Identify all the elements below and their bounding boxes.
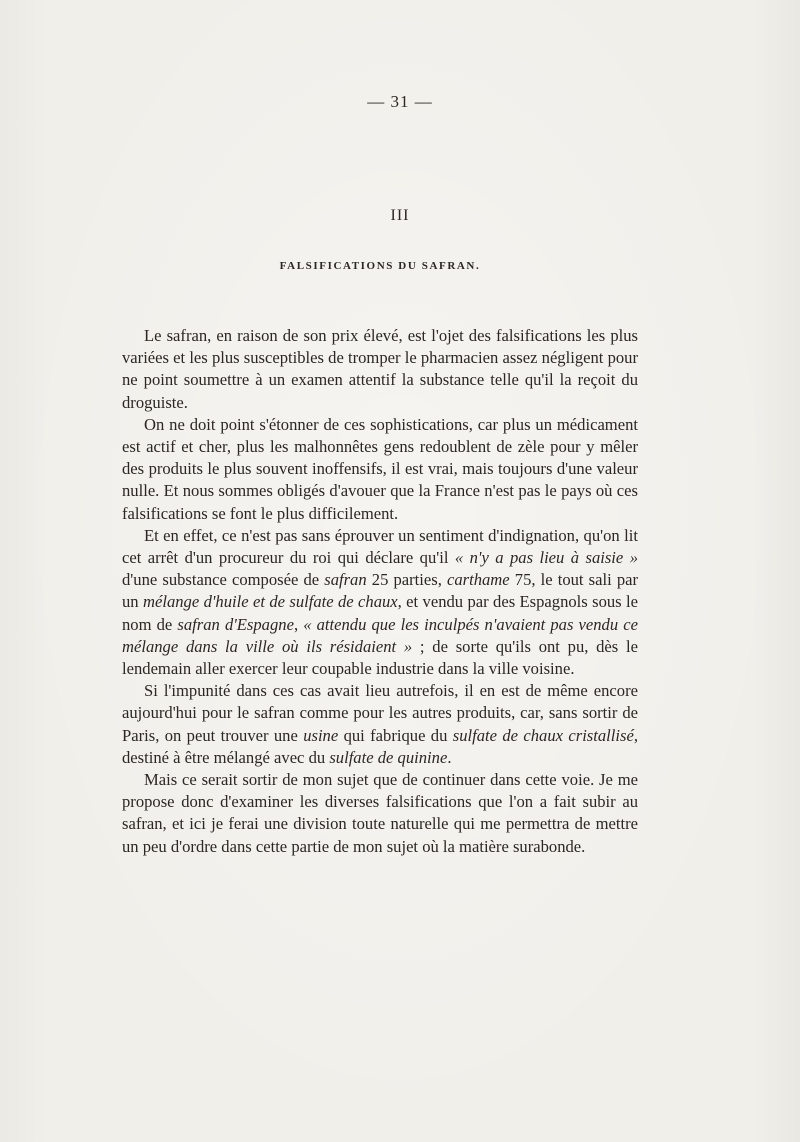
italic-text: usine [303,725,339,745]
text-segment: 75, le tout sali par un [122,570,639,612]
text-segment: 25 parties, [366,570,447,590]
chapter-title: FALSIFICATIONS DU SAFRAN. [279,260,481,272]
text-segment: On ne doit point s'étonner de ces sophistications, car plus un médicament est actif et cher, plus les malhonnêtes gens redoublent de zèle pour y mêler des produits le plus souvent inoffensifs, il est vrai, mais toujours d'une valeur nulle. Et nous sommes obligés d'avouer que la France n'est pas le pays où ces falsifications se font le plus difficilement. [122,414,638,523]
text-segment: qui fabrique du [338,725,453,745]
italic-text: « n'y a pas lieu à saisie » [454,548,639,568]
italic-text: safran d'Espagne [177,614,294,634]
text-segment: Si l'impunité dans ces cas avait lieu autrefois, il en est de même encore aujourd'hui pour le safran comme pour les autres produits, car, sans sortir de Paris, on peut trouver une [122,681,638,745]
text-segment: , destiné à être mélangé avec du [122,725,638,767]
italic-text: « attendu que les inculpés n'avaient pas vendu ce mélange dans la ville où ils résidaient » [122,614,638,656]
italic-text: carthame [446,570,510,590]
text-segment: Et en effet, ce n'est pas sans éprouver un sentiment d'indignation, qu'on lit cet arrêt d'un procureur du roi qui déclare qu'il [122,525,638,568]
italic-text: sulfate de chaux cristallisé [452,725,634,745]
italic-text: mélange d'huile et de sulfate de chaux [142,592,398,612]
text-segment: Mais ce serait sortir de mon sujet que de continuer dans cette voie. Je me propose donc d'examiner les diverses falsifications que l'on a fait subir au safran, et ici je ferai une division toute naturelle qui me permettra de mettre un peu d'ordre dans cette partie de mon sujet où la matière surabonde. [122,770,638,856]
paragraph [122,769,638,858]
text-segment: , et vendu par des Espagnols sous le nom de [122,592,638,634]
page-number: — 31 — [367,92,433,111]
paragraph [122,414,638,525]
body-text [122,325,638,858]
text-segment: Le safran, en raison de son prix élevé, est l'ojet des falsifications les plus variées et les plus susceptibles de tromper le pharmacien assez négligent pour ne point soumettre à un examen attentif la substance telle qu'il la reçoit du droguiste. [122,326,638,412]
paragraph [122,325,638,414]
text-segment: d'une substance composée de [122,570,325,590]
paragraph [122,680,638,769]
chapter-number: III [390,207,410,224]
text-segment: , [293,614,304,634]
paragraph [122,525,638,680]
italic-text: sulfate de quinine [329,747,448,767]
italic-text: safran [324,570,367,590]
text-segment: . [447,747,452,767]
text-segment: ; de sorte qu'ils ont pu, dès le lendemain aller exercer leur coupable industrie dans la ville voisine. [122,636,638,679]
